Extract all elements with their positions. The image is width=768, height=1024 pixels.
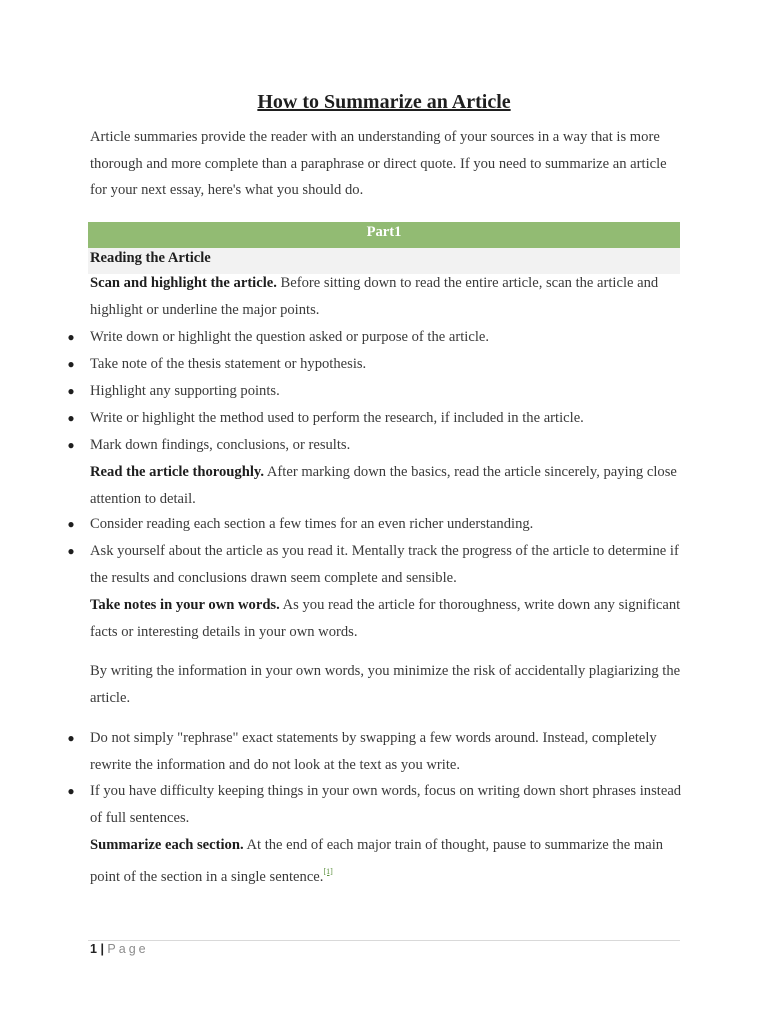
step-text: After marking down the basics, read the article sincerely, paying close attention to detail. — [90, 464, 677, 507]
step-text: At the end of each major train of thought, pause to summarize the main point of the section in a single sentence. — [90, 837, 664, 885]
list-item — [67, 351, 682, 378]
list-item-text: Do not simply "rephrase" exact statements by swapping a few words around. Instead, completely rewrite the information and do not look at the text as you write. — [90, 730, 657, 773]
list-item-text: Mark down findings, conclusions, or results. — [90, 437, 351, 453]
list-item-text: Write or highlight the method used to perform the research, if included in the article. — [90, 410, 584, 426]
bullet-icon: ● — [67, 330, 75, 344]
list-item-text: Consider reading each section a few times for an even richer understanding. — [90, 516, 534, 532]
list-item — [67, 538, 682, 591]
list-item — [67, 324, 682, 351]
bullet-icon: ● — [67, 411, 75, 425]
list-item — [67, 378, 682, 405]
step-scan-highlight — [90, 270, 682, 323]
bullet-icon: ● — [67, 731, 75, 745]
bullet-icon: ● — [67, 784, 75, 798]
list-item-text: Write down or highlight the question asked or purpose of the article. — [90, 329, 490, 345]
list-item-text: Highlight any supporting points. — [90, 383, 280, 399]
list-item — [67, 405, 682, 432]
step-lead: Read the article thoroughly. — [90, 464, 265, 480]
section-heading: Reading the Article — [88, 248, 680, 274]
step-read-thoroughly — [90, 459, 682, 512]
footnote-link[interactable]: [1] — [323, 866, 333, 876]
page-number: 1 — [90, 942, 97, 956]
list-item — [67, 725, 682, 778]
intro-paragraph: Article summaries provide the reader with an understanding of your sources in a way that is more thorough and more complete than a paraphrase or direct quote. If you need to summarize an article for your next essay, here's what you should do. — [90, 129, 667, 198]
step-text: As you read the article for thoroughness, write down any significant facts or interesting details in your own words. — [90, 597, 681, 640]
list-item-text: Ask yourself about the article as you read it. Mentally track the progress of the article to determine if the results and conclusions drawn seem complete and sensible. — [90, 543, 679, 586]
bullet-icon: ● — [67, 438, 75, 452]
list-item — [67, 511, 682, 538]
bullet-icon: ● — [67, 517, 75, 531]
footer-separator: | — [100, 942, 104, 956]
note-paragraph: By writing the information in your own words, you minimize the risk of accidentally plagiarizing the article. — [90, 663, 681, 706]
step-lead: Take notes in your own words. — [90, 597, 280, 613]
footer-divider — [88, 940, 680, 941]
part-banner: Part1 — [88, 222, 680, 248]
page-footer — [90, 942, 149, 956]
bullet-icon: ● — [67, 357, 75, 371]
step-take-notes — [90, 592, 682, 645]
list-item-text: If you have difficulty keeping things in your own words, focus on writing down short phrases instead of full sentences. — [90, 783, 682, 826]
bullet-icon: ● — [67, 544, 75, 558]
step-summarize-section — [90, 832, 682, 890]
list-item — [67, 778, 682, 831]
bullet-icon: ● — [67, 384, 75, 398]
step-lead: Summarize each section. — [90, 837, 244, 853]
list-item — [67, 432, 682, 459]
step-text: Before sitting down to read the entire article, scan the article and highlight or underline the major points. — [90, 275, 659, 318]
page-label: Page — [107, 942, 149, 956]
step-lead: Scan and highlight the article. — [90, 275, 277, 291]
document-title: How to Summarize an Article — [257, 91, 511, 113]
list-item-text: Take note of the thesis statement or hypothesis. — [90, 356, 367, 372]
